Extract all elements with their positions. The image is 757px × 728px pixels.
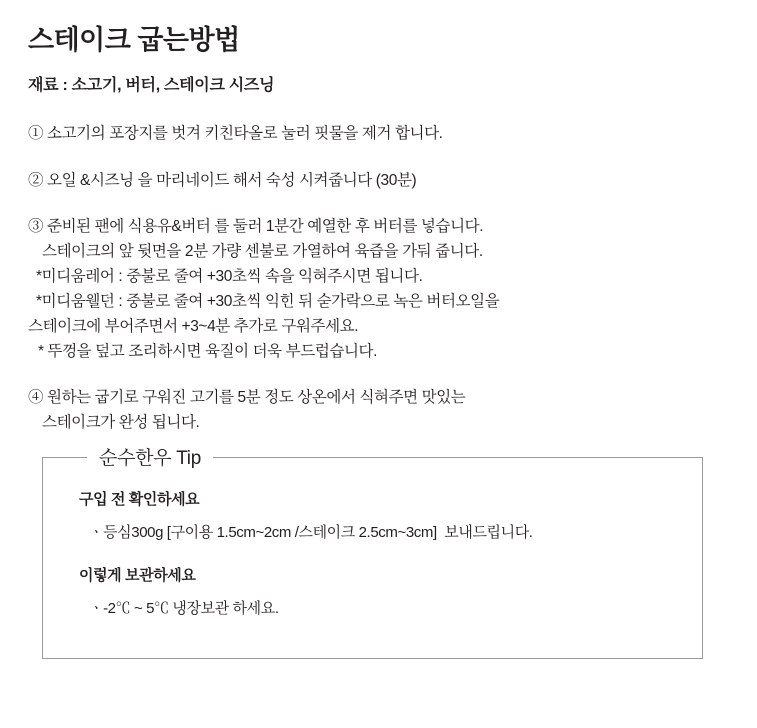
tip-group [79, 488, 672, 542]
tip-heading: 구입 전 확인하세요 [79, 491, 200, 509]
step-line: ② 오일 &시즈닝 을 마리네이드 해서 숙성 시켜줍니다 (30분) [28, 171, 417, 189]
step-item [28, 121, 729, 146]
step-line: ① 소고기의 포장지를 벗겨 키친타올로 눌러 핏물을 제거 합니다. [28, 125, 443, 143]
tip-legend: 순수한우 Tip [87, 443, 213, 470]
step-line: *미디움웰던 : 중불로 줄여 +30초씩 익힌 뒤 숟가락으로 녹은 버터오일을 [36, 292, 500, 310]
tip-box [42, 448, 703, 659]
tip-group [79, 564, 672, 618]
step-item [28, 168, 729, 193]
tip-item: ㆍ-2℃ ~ 5℃ 냉장보관 하세요. [89, 600, 279, 618]
step-line: ③ 준비된 팬에 식용유&버터 를 둘러 1분간 예열한 후 버터를 넣습니다. [28, 217, 484, 235]
step-line: *미디움레어 : 중불로 줄여 +30초씩 속을 익혀주시면 됩니다. [36, 267, 423, 285]
tip-heading: 이렇게 보관하세요 [79, 567, 196, 585]
ingredients-line: 재료 : 소고기, 버터, 스테이크 시즈닝 [28, 77, 275, 95]
step-item [28, 385, 729, 435]
step-line: 스테이크의 앞 뒷면을 2분 가량 센불로 가열하여 육즙을 가둬 줍니다. [42, 242, 483, 260]
step-line: ④ 원하는 굽기로 구워진 고기를 5분 정도 상온에서 식혀주면 맛있는 [28, 389, 466, 407]
steps-list [28, 121, 729, 435]
step-line: 스테이크에 부어주면서 +3~4분 추가로 구워주세요. [28, 318, 359, 336]
page-title: 스테이크 굽는방법 [28, 25, 240, 55]
step-line: * 뚜껑을 덮고 조리하시면 육질이 더욱 부드럽습니다. [38, 343, 378, 361]
tip-item: ㆍ등심300g [구이용 1.5cm~2cm /스테이크 2.5cm~3cm] 보내드립니다. [89, 524, 533, 542]
step-line: 스테이크가 완성 됩니다. [42, 414, 200, 432]
step-item [28, 214, 729, 365]
